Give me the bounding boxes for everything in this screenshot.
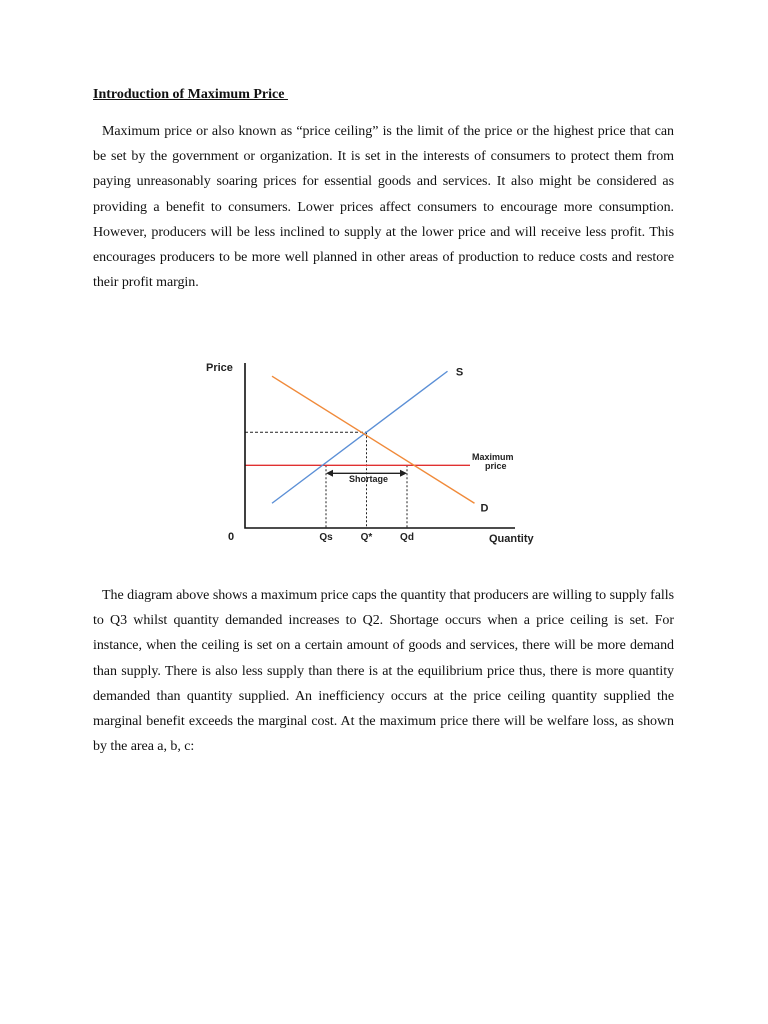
series-s-label: S <box>455 366 464 379</box>
x-tick-label-2: Qd <box>400 532 414 543</box>
explanation-paragraph: The diagram above shows a maximum price caps the quantity that producers are willing to supply falls to Q3 whilst quantity demanded increases to Q2. Shortage occurs when a price ceiling is set. For instance, when the ceiling is set on a certain amount of goods and services, there will be more demand than supply. There is also less supply than there is at the equilibrium price thus, there is more quantity demanded than quantity supplied. An inefficiency occurs at the price ceiling quantity supplied the marginal benefit exceeds the marginal cost. At the maximum price there will be welfare loss, as shown by the area a, b, c: <box>93 588 674 755</box>
x-axis-label: Quantity <box>489 533 534 545</box>
ceiling-label-line2: price <box>485 461 507 471</box>
series-d-line <box>272 376 475 503</box>
section-heading: Introduction of Maximum Price <box>93 87 288 102</box>
intro-paragraph: Maximum price or also known as “price ceiling” is the limit of the price or the highest price that can be set by the government or organization. It is set in the interests of consumers to protect them from paying unreasonably soaring prices for essential goods and services. It also might be considered as providing a benefit to consumers. Lower prices affect consumers to encourage more consumption. However, producers will be less inclined to supply at the lower price and will receive less profit. This encourages producers to be more well planned in other areas of production to reduce costs and restore their profit margin. <box>93 124 674 291</box>
shortage-annotation: Shortage <box>349 474 389 484</box>
series-d-label: D <box>480 502 489 515</box>
price-ceiling-diagram <box>200 355 550 555</box>
origin-label: 0 <box>228 531 235 543</box>
ceiling-label-line1: Maximum <box>472 452 514 462</box>
x-tick-label-1: Q* <box>360 532 373 543</box>
chart-svg <box>200 355 550 550</box>
x-tick-label-0: Qs <box>319 532 333 543</box>
y-axis-label: Price <box>206 362 233 374</box>
